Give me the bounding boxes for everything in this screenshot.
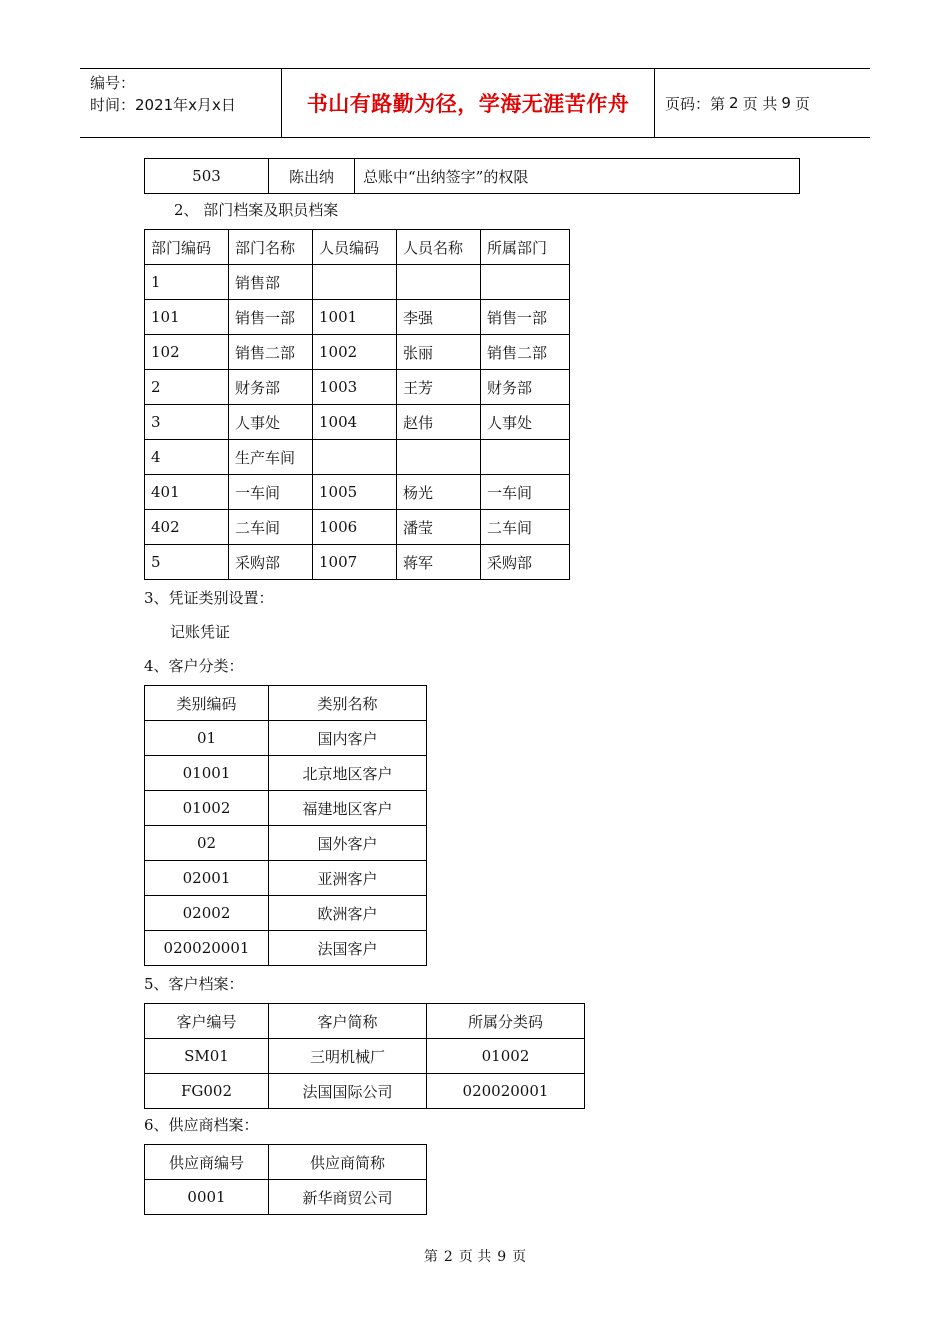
column-header: 人员编码: [313, 230, 397, 265]
table-cell: 销售一部: [481, 300, 570, 335]
table-row: [145, 510, 570, 545]
table-cell: 北京地区客户: [269, 756, 427, 791]
table-cell: 赵伟: [397, 405, 481, 440]
operator-permission-table: [144, 158, 800, 194]
table-cell: 1004: [313, 405, 397, 440]
table-cell: 采购部: [229, 545, 313, 580]
table-cell: 国外客户: [269, 826, 427, 861]
table-cell: 人事处: [481, 405, 570, 440]
column-header: 类别编码: [145, 686, 269, 721]
footer-mid: 页 共: [458, 1249, 492, 1265]
voucher-type: 记账凭证: [170, 623, 231, 641]
table-cell: 01002: [145, 791, 269, 826]
column-header: 客户简称: [269, 1004, 427, 1039]
table-cell: [397, 440, 481, 475]
table-cell: 5: [145, 545, 229, 580]
table-row: [145, 265, 570, 300]
footer-prefix: 第: [423, 1249, 438, 1265]
table-cell: 采购部: [481, 545, 570, 580]
table-cell: 欧洲客户: [269, 896, 427, 931]
table-cell: 二车间: [229, 510, 313, 545]
table-cell: 1007: [313, 545, 397, 580]
page-number: 2: [729, 94, 739, 112]
page-end: 页: [794, 94, 810, 113]
table-row: [145, 1074, 585, 1109]
table-row: [145, 370, 570, 405]
table-cell: 02002: [145, 896, 269, 931]
table-cell: 福建地区客户: [269, 791, 427, 826]
page-label: 页码：第: [665, 94, 726, 113]
table-cell: 4: [145, 440, 229, 475]
table-cell: 蒋军: [397, 545, 481, 580]
page-footer: [0, 1246, 950, 1266]
section-heading-voucher: 3、凭证类别设置：: [144, 589, 274, 607]
table-cell: 02: [145, 826, 269, 861]
table-cell: 财务部: [229, 370, 313, 405]
table-cell: 销售二部: [229, 335, 313, 370]
table-cell: 王芳: [397, 370, 481, 405]
table-cell: 法国国际公司: [269, 1074, 427, 1109]
document-number-label: 编号：: [90, 74, 136, 92]
table-cell: 法国客户: [269, 931, 427, 966]
table-cell: 101: [145, 300, 229, 335]
section-heading-customer-category: 4、客户分类：: [144, 657, 244, 675]
table-cell: 销售二部: [481, 335, 570, 370]
table-cell: 01002: [427, 1039, 585, 1074]
table-header-row: [145, 1004, 585, 1039]
table-row: [145, 475, 570, 510]
table-cell: 402: [145, 510, 229, 545]
table-row: [145, 791, 427, 826]
column-header: 所属分类码: [427, 1004, 585, 1039]
table-cell: 0001: [145, 1180, 269, 1215]
column-header: 供应商简称: [269, 1145, 427, 1180]
table-row: [145, 545, 570, 580]
footer-page: 2: [443, 1249, 453, 1265]
table-row: [145, 931, 427, 966]
table-cell: [481, 265, 570, 300]
table-row: [145, 300, 570, 335]
table-cell: 2: [145, 370, 229, 405]
table-cell: 1006: [313, 510, 397, 545]
table-cell: 020020001: [145, 931, 269, 966]
table-cell: 01001: [145, 756, 269, 791]
footer-suffix: 页: [512, 1249, 527, 1265]
section-heading-supplier: 6、供应商档案：: [144, 1116, 259, 1134]
table-row: [145, 1039, 585, 1074]
table-cell: 020020001: [427, 1074, 585, 1109]
header-left: [80, 69, 282, 137]
header-motto: 书山有路勤为径，学海无涯苦作舟: [282, 69, 655, 137]
customer-table: [144, 1003, 585, 1109]
table-cell: 人事处: [229, 405, 313, 440]
table-row: [145, 896, 427, 931]
department-table: [144, 229, 570, 580]
table-cell: 1003: [313, 370, 397, 405]
column-header: 客户编号: [145, 1004, 269, 1039]
table-row: [145, 826, 427, 861]
table-header-row: [145, 1145, 427, 1180]
column-header: 所属部门: [481, 230, 570, 265]
column-header: 部门编码: [145, 230, 229, 265]
table-row: [145, 1180, 427, 1215]
table-header-row: [145, 230, 570, 265]
page-total: 9: [781, 94, 791, 112]
table-cell: [313, 440, 397, 475]
table-cell: 销售部: [229, 265, 313, 300]
table-cell: 一车间: [481, 475, 570, 510]
table-cell: 杨光: [397, 475, 481, 510]
supplier-table: [144, 1144, 427, 1215]
footer-total: 9: [497, 1249, 507, 1265]
table-cell: 1001: [313, 300, 397, 335]
table-row: [145, 861, 427, 896]
table-cell: 国内客户: [269, 721, 427, 756]
table-cell: 销售一部: [229, 300, 313, 335]
table-row: [145, 721, 427, 756]
table-row: [145, 756, 427, 791]
table-cell: 1005: [313, 475, 397, 510]
header-page-info: [655, 69, 870, 137]
table-cell: 401: [145, 475, 229, 510]
table-cell: 3: [145, 405, 229, 440]
table-cell: 新华商贸公司: [269, 1180, 427, 1215]
page-header: [80, 68, 870, 138]
table-cell: 503: [145, 159, 269, 194]
page-mid: 页 共: [742, 94, 778, 113]
table-cell: [481, 440, 570, 475]
table-cell: 三明机械厂: [269, 1039, 427, 1074]
table-header-row: [145, 686, 427, 721]
table-cell: 亚洲客户: [269, 861, 427, 896]
table-cell: 1: [145, 265, 229, 300]
table-cell: [397, 265, 481, 300]
table-cell: FG002: [145, 1074, 269, 1109]
column-header: 人员名称: [397, 230, 481, 265]
section-heading-dept: 2、 部门档案及职员档案: [174, 201, 339, 219]
section-heading-customer: 5、客户档案：: [144, 975, 244, 993]
table-cell: 潘莹: [397, 510, 481, 545]
table-row: [145, 159, 800, 194]
customer-category-table: [144, 685, 427, 966]
column-header: 供应商编号: [145, 1145, 269, 1180]
column-header: 部门名称: [229, 230, 313, 265]
column-header: 类别名称: [269, 686, 427, 721]
table-cell: SM01: [145, 1039, 269, 1074]
table-cell: 一车间: [229, 475, 313, 510]
table-row: [145, 335, 570, 370]
table-cell: 总账中“出纳签字”的权限: [355, 159, 800, 194]
table-cell: 生产车间: [229, 440, 313, 475]
table-cell: 陈出纳: [269, 159, 355, 194]
table-cell: [313, 265, 397, 300]
table-cell: 102: [145, 335, 229, 370]
table-row: [145, 440, 570, 475]
table-cell: 李强: [397, 300, 481, 335]
document-date: 时间：2021年x月x日: [90, 96, 236, 114]
table-row: [145, 405, 570, 440]
table-cell: 二车间: [481, 510, 570, 545]
table-cell: 张丽: [397, 335, 481, 370]
table-cell: 02001: [145, 861, 269, 896]
table-cell: 01: [145, 721, 269, 756]
table-cell: 1002: [313, 335, 397, 370]
table-cell: 财务部: [481, 370, 570, 405]
